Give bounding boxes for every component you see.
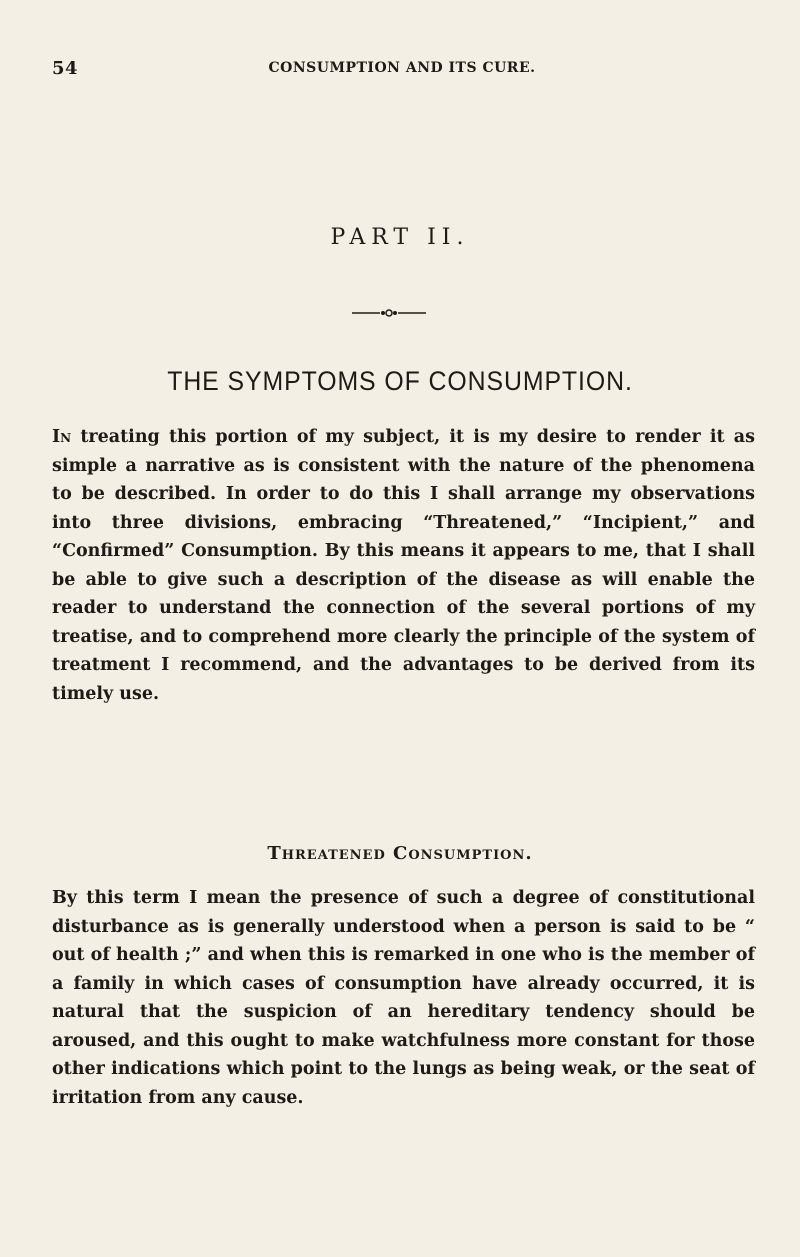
part-title: PART II. xyxy=(330,225,470,250)
body-paragraph xyxy=(52,423,755,708)
chapter-title: THE SYMPTOMS OF CONSUMPTION. xyxy=(167,366,633,396)
section-heading: Threatened Consumption. xyxy=(267,843,533,864)
body-paragraph: By this term I mean the presence of such a degree of constitutional disturbance as is generally understood when a person is said to be “ out of health ;” and when this is remarked in one who is the member of a family in which cases of consumption have already occurred, it is natural that the suspicion of an hereditary tendency should be aroused, and this ought to make watchfulness more constant for those other indications which point to the lungs as being weak, or the seat of irritation from any cause. xyxy=(52,888,755,1108)
ornament-rule xyxy=(352,308,426,318)
lead-word: In xyxy=(52,427,72,447)
running-head xyxy=(52,58,692,82)
page-number: 54 xyxy=(52,58,79,79)
paragraph-text: treating this portion of my subject, it is my desire to render it as simple a narrative as is consistent with the nature of the phenomena to be described. In order to do this I shall arrange my observations into three divisions, embracing “Threatened,” “Incipient,” and “Confirmed” Consumption. By this means it appears to me, that I shall be able to give such a description of the disease as will enable the reader to understand the connection of the several portions of my treatise, and to comprehend more clearly the principle of the system of treatment I recommend, and the advantages to be derived from its timely use. xyxy=(52,427,755,704)
running-title: CONSUMPTION AND ITS CURE. xyxy=(268,60,536,76)
